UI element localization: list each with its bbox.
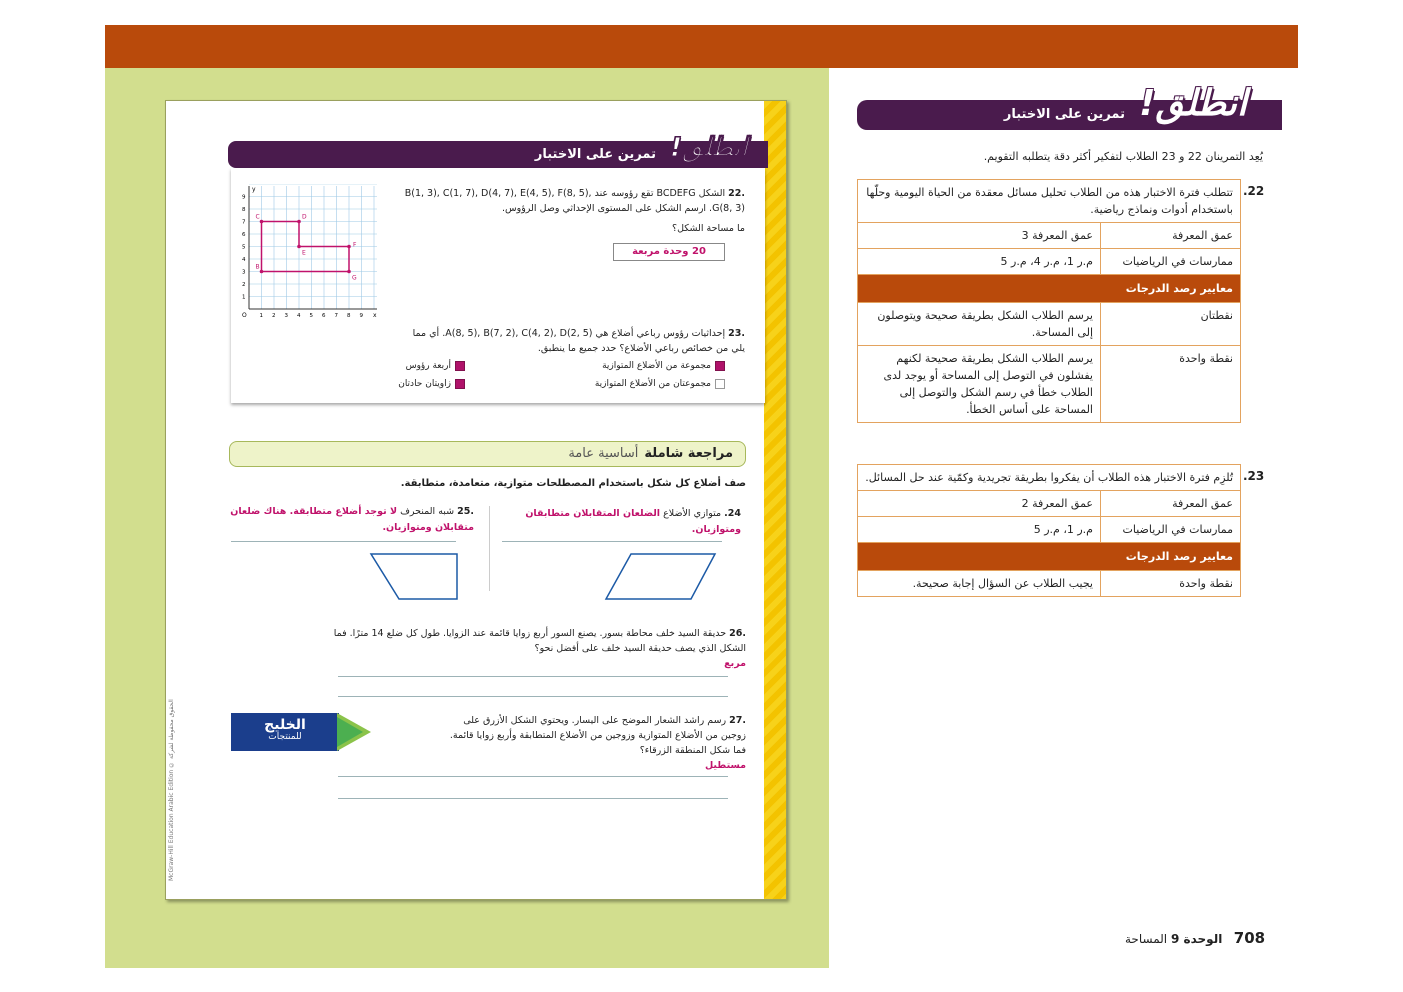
review-subtitle: أساسية عامة: [568, 446, 639, 461]
x-axis-label: x: [373, 312, 377, 319]
q23-option-2-label: أربعة رؤوس: [405, 361, 451, 371]
rubric-header: معايير رصد الدرجات: [858, 543, 1241, 571]
q27-answer[interactable]: مستطيل: [704, 760, 746, 771]
copyright-note: McGraw-Hill Education Arabic Edition © الحقوق محفوظة لشركة: [168, 699, 175, 881]
ex23-description: تُلزِم فترة الاختبار هذه الطلاب أن يفكروا بطريقة تجريدية وكمّية عند حل المسائل.: [858, 465, 1241, 491]
answer-line: [338, 676, 728, 677]
q25-answer[interactable]: لا توجد أضلاع متطابقة. هناك ضلعان متقابلان ومتوازيان.: [230, 506, 474, 533]
spiral-review-banner: [229, 441, 746, 467]
answer-line: [231, 541, 456, 542]
question-26: [316, 626, 746, 671]
q24-number: 24.: [724, 508, 741, 519]
vertex-label: B: [255, 263, 260, 271]
rubric-key: نقطتان: [1101, 303, 1241, 346]
logo-line-2: للمنتجات: [268, 732, 302, 742]
rubric-value: يرسم الطلاب الشكل بطريقة صحيحة ويتوصلون إلى المساحة.: [858, 303, 1101, 346]
answer-line: [338, 776, 728, 777]
y-tick-label: 3: [242, 269, 246, 276]
q23-option-4-label: زاويتان حادتان: [398, 379, 451, 389]
question-25: [229, 504, 474, 536]
x-tick-label: 4: [297, 313, 301, 319]
q26-text: حديقة السيد خلف محاطة بسور. يصنع السور أربع زوايا قائمة عند الزوايا. طول كل ضلع 14 مترًا. فما الشكل الذي يصف حديقة السيد خلف على أفضل نحو؟: [333, 628, 746, 654]
x-tick-label: 8: [347, 313, 351, 319]
answer-line: [502, 541, 722, 542]
yellow-edge-strip: [764, 101, 786, 899]
y-tick-label: 4: [242, 257, 246, 263]
q23-option-4[interactable]: [398, 379, 465, 389]
x-tick-label: 7: [334, 313, 338, 319]
q27-number: .27: [729, 715, 746, 726]
q22-text: الشكل BCDEFG تقع رؤوسه عند B(1, 3), C(1, 7), D(4, 7), E(4, 5), F(8, 5), G(8, 3). ارسم الشكل على المستوى الإحداثي وصل الرؤوس.: [404, 188, 745, 214]
logo-line-1: الخليج: [264, 717, 306, 733]
row-value: م.ر 1، م.ر 5: [858, 517, 1101, 543]
y-tick-label: 9: [242, 194, 246, 201]
origin-label: O: [242, 312, 247, 319]
intro-text: يُعِد التمرينان 22 و 23 الطلاب لتفكير أكثر دقة يتطلبه التقويم.: [983, 150, 1263, 163]
page-number: 708: [1233, 929, 1266, 947]
y-tick-label: 8: [242, 207, 246, 213]
test-practice-title: تمرين على الاختبار: [534, 147, 656, 162]
go-logo: انطلق!: [670, 133, 748, 163]
row-value: م.ر 1، م.ر 4، م.ر 5: [858, 249, 1101, 275]
rubric-value: يجيب الطلاب عن السؤال إجابة صحيحة.: [858, 571, 1101, 597]
teacher-test-practice-banner: [857, 83, 1282, 130]
ex23-number: .23: [1243, 469, 1265, 483]
unit-label: الوحدة 9: [1170, 932, 1223, 946]
review-instruction: صف أضلاع كل شكل باستخدام المصطلحات متوازية، متعامدة، متطابقة.: [400, 478, 746, 489]
vertex-point: [260, 270, 264, 274]
go-logo-large: انطلق!: [1139, 83, 1247, 124]
q22-question: ما مساحة الشكل؟: [672, 223, 745, 234]
question-27: [436, 713, 746, 773]
rubric-header: معايير رصد الدرجات: [858, 275, 1241, 303]
vertex-point: [297, 245, 301, 249]
student-sheet: [165, 100, 787, 900]
coordinate-graph: [239, 184, 379, 324]
question-23: [400, 326, 745, 356]
teacher-banner-title: تمرين على الاختبار: [1003, 107, 1125, 122]
x-tick-label: 9: [359, 313, 363, 319]
vertex-label: E: [302, 249, 306, 257]
y-tick-label: 1: [242, 294, 246, 301]
q25-label: شبه المنحرف: [400, 506, 455, 517]
vertex-label: C: [255, 213, 260, 221]
q23-option-1[interactable]: [602, 361, 725, 371]
row-value: عمق المعرفة 2: [858, 491, 1101, 517]
table-row: [858, 249, 1241, 275]
table-row: [858, 491, 1241, 517]
q26-number: .26: [729, 628, 746, 639]
row-key: ممارسات في الرياضيات: [1101, 249, 1241, 275]
review-title-text: مراجعة شاملة: [644, 446, 733, 461]
y-tick-label: 7: [242, 219, 246, 226]
top-banner-bar: [105, 25, 1298, 68]
y-axis-label: y: [252, 186, 256, 193]
q22-number: .22: [728, 188, 745, 199]
x-tick-label: 5: [309, 313, 313, 319]
table-row: [858, 517, 1241, 543]
ex23-table: [857, 464, 1241, 597]
question-24: [481, 506, 741, 538]
table-row: [858, 223, 1241, 249]
x-tick-label: 6: [322, 313, 326, 319]
row-key: عمق المعرفة: [1101, 491, 1241, 517]
vertex-point: [347, 245, 351, 249]
row-key: ممارسات في الرياضيات: [1101, 517, 1241, 543]
column-divider: [489, 506, 490, 591]
gulf-products-logo: [231, 713, 371, 751]
checkbox-checked[interactable]: [715, 361, 725, 371]
q23-option-1-label: مجموعة من الأضلاع المتوازية: [602, 361, 711, 371]
vertex-point: [260, 220, 264, 224]
rubric-value: يرسم الطلاب الشكل بطريقة صحيحة لكنهم يفشلون في التوصل إلى المساحة أو يوجد لدى الطلاب خطأ في رسم الشكل والتوصل إلى المساحة على أساس الخطأ.: [858, 346, 1101, 423]
rubric-key: نقطة واحدة: [1101, 346, 1241, 423]
checkbox-checked[interactable]: [455, 361, 465, 371]
spiral-review-title: [568, 446, 733, 461]
vertex-label: F: [353, 241, 357, 249]
table-row: [858, 571, 1241, 597]
q27-text: رسم راشد الشعار الموضح على اليسار. ويحتوي الشكل الأزرق على زوجين من الأضلاع المتوازية وزوجين من الأضلاع المتطابقة وأربع زوايا قائمة. فما شكل المنطقة الزرقاء؟: [449, 715, 746, 756]
checkbox-checked[interactable]: [455, 379, 465, 389]
x-tick-label: 1: [259, 313, 263, 319]
ex22-table: [857, 179, 1241, 423]
q24-answer[interactable]: الضلعان المتقابلان متطابقان ومتوازيان.: [525, 508, 741, 535]
row-value: عمق المعرفة 3: [858, 223, 1101, 249]
q23-option-2[interactable]: [406, 361, 465, 371]
trapezoid-figure: [369, 553, 461, 601]
page-footer: [1125, 929, 1265, 947]
y-tick-label: 6: [242, 232, 246, 238]
ex22-description: تتطلب فترة الاختبار هذه من الطلاب تحليل مسائل معقدة من الحياة اليومية وحلّها باستخدام أدوات ونماذج رياضية.: [858, 180, 1241, 223]
row-key: عمق المعرفة: [1101, 223, 1241, 249]
q23-option-3-label: مجموعتان من الأضلاع المتوازية: [594, 379, 711, 389]
q22-answer-box[interactable]: 20 وحدة مربعة: [613, 243, 725, 261]
answer-line: [338, 798, 728, 799]
test-practice-banner: [228, 133, 768, 168]
q24-label: متوازي الأضلاع: [663, 508, 722, 519]
vertex-label: G: [352, 274, 357, 282]
q25-number: .25: [457, 506, 474, 517]
y-tick-label: 2: [242, 282, 246, 288]
table-row: [858, 303, 1241, 346]
rubric-key: نقطة واحدة: [1101, 571, 1241, 597]
q23-text: إحداثيات رؤوس رباعي أضلاع هي A(8, 5), B(7, 2), C(4, 2), D(2, 5). أي مما يلي من خصائص رباعي الأضلاع؟ حدد جميع ما ينطبق.: [412, 328, 745, 354]
question-22: [400, 186, 745, 216]
parallelogram-figure: [603, 553, 718, 601]
q23-option-3[interactable]: [595, 379, 725, 389]
unit-topic: المساحة: [1125, 932, 1168, 946]
ex22-number: .22: [1243, 184, 1265, 198]
y-tick-label: 5: [242, 244, 246, 251]
vertex-point: [347, 270, 351, 274]
test-practice-box: [231, 168, 765, 403]
answer-line: [338, 696, 728, 697]
vertex-label: D: [302, 213, 307, 221]
vertex-point: [297, 220, 301, 224]
x-tick-label: 2: [272, 313, 276, 319]
table-row: [858, 346, 1241, 423]
q26-answer[interactable]: مربع: [724, 658, 746, 669]
checkbox-unchecked[interactable]: [715, 379, 725, 389]
x-tick-label: 3: [284, 313, 288, 319]
q23-number: .23: [728, 328, 745, 339]
